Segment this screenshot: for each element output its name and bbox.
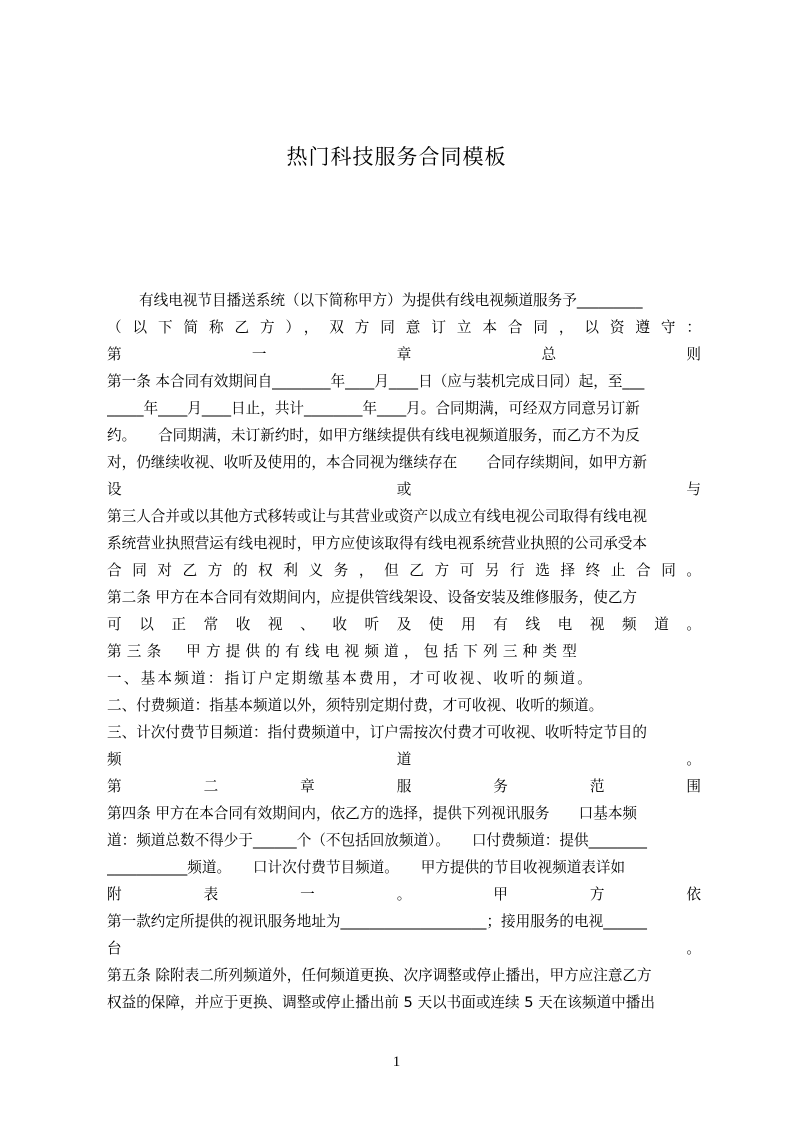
text-line: 频道。 <box>107 751 701 768</box>
text-line: 二、付费频道：指基本频道以外，须特别定期付费，才可收视、收听的频道。 <box>107 697 604 714</box>
text-line: 第二章服务范围 <box>107 778 701 795</box>
document-title: 热门科技服务合同模板 <box>286 145 507 169</box>
text-line: 设或与 <box>107 481 701 498</box>
text-line: 第一条 本合同有效期间自________年____月____日（应与装机完成日同）起，至___ <box>107 373 645 390</box>
text-line: 有线电视节目播送系统（以下简称甲方）为提供有线电视频道服务予_________ <box>139 292 643 309</box>
text-line: 系统营业执照营运有线电视时，甲方应使该取得有线电视系统营业执照的公司承受本 <box>107 535 647 552</box>
text-line: 台。 <box>107 940 701 957</box>
document-body <box>107 287 701 1016</box>
text-line: 三、计次付费节目频道：指付费频道中，订户需按次付费才可收视、收听特定节目的 <box>107 724 647 741</box>
text-line: 可以正常收视、收听及使用有线电视频道。 <box>107 616 701 633</box>
text-line: _____年____月____日止，共计________年____月。合同期满，可经双方同意另订新 <box>107 400 640 417</box>
text-line: 一、基本频道：指订户定期缴基本费用，才可收视、收听的频道。 <box>107 670 595 687</box>
text-line: 第三条 甲方提供的有线电视频道，包括下列三种类型 <box>107 643 583 660</box>
page-number: 1 <box>392 1054 401 1070</box>
text-line: 附表一。甲方依 <box>107 886 701 903</box>
text-line: 第五条 除附表二所列频道外，任何频道更换、次序调整或停止播出，甲方应注意乙方 <box>107 967 652 984</box>
text-line: 第一款约定所提供的视讯服务地址为____________________；接用服务的电视______ <box>107 913 647 930</box>
text-line: 约。 合同期满，未订新约时，如甲方继续提供有线电视频道服务，而乙方不为反 <box>107 427 640 444</box>
text-line: 第三人合并或以其他方式移转或让与其营业或资产以成立有线电视公司取得有线电视 <box>107 508 647 525</box>
text-line: 第一章总则 <box>107 346 701 363</box>
text-line: 第四条 甲方在本合同有效期间内，依乙方的选择，提供下列视讯服务 口基本频 <box>107 805 638 822</box>
text-line: 第二条 甲方在本合同有效期间内，应提供管线架设、设备安装及维修服务，使乙方 <box>107 589 638 606</box>
text-line: 权益的保障，并应于更换、调整或停止播出前 5 天以书面或连续 5 天在该频道中播出 <box>107 994 655 1011</box>
text-line: 合同对乙方的权利义务，但乙方可另行选择终止合同。 <box>107 562 701 579</box>
text-line: （以下简称乙方），双方同意订立本合同，以资遵守： <box>107 319 701 336</box>
text-line: 道：频道总数不得少于______个（不包括回放频道）。 口付费频道：提供________ <box>107 832 647 849</box>
text-line: ___________频道。 口计次付费节目频道。 甲方提供的节目收视频道表详如 <box>107 859 626 876</box>
text-line: 对，仍继续收视、收听及使用的，本合同视为继续存在 合同存续期间，如甲方新 <box>107 454 647 471</box>
